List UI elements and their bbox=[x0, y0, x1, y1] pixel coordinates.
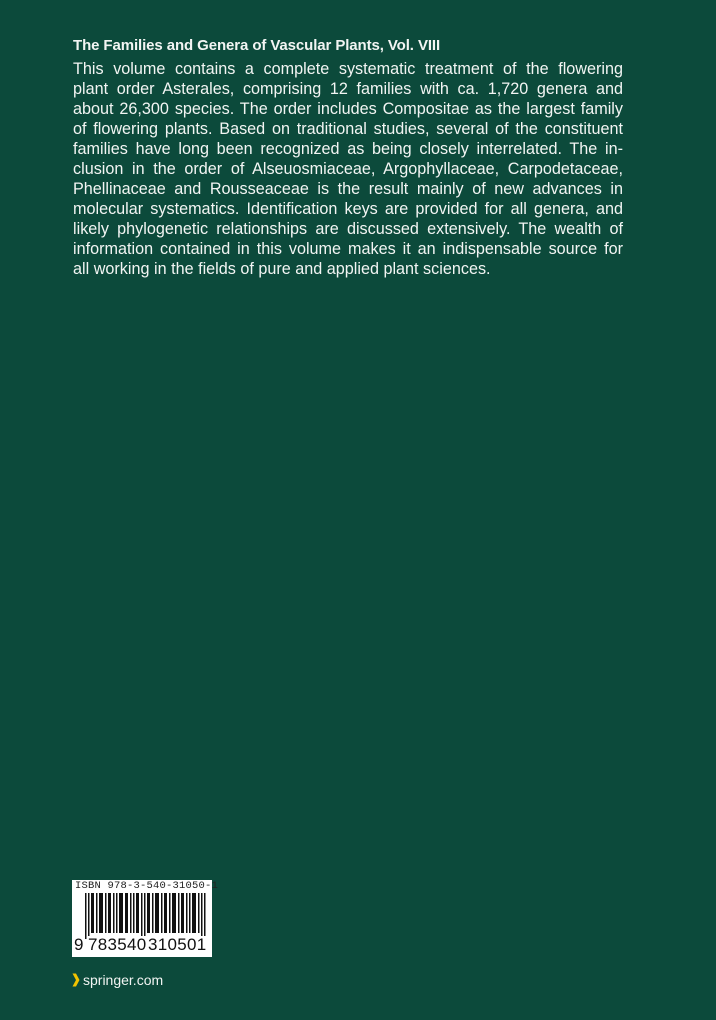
description-line: clusion in the order of Alseuosmiaceae, Argophyllaceae, Carpodetaceae, bbox=[73, 160, 623, 178]
book-description bbox=[73, 59, 623, 279]
description-line: information contained in this volume makes it an indispensable source for bbox=[73, 240, 623, 258]
description-line: molecular systematics. Identification keys are provided for all genera, and bbox=[73, 200, 623, 218]
description-line: likely phylogenetic relationships are discussed extensively. The wealth of bbox=[73, 220, 623, 238]
description-line: about 26,300 species. The order includes Compositae as the largest family bbox=[73, 100, 623, 118]
description-line: all working in the fields of pure and applied plant sciences. bbox=[73, 260, 491, 278]
description-line: Phellinaceae and Rousseaceae is the result mainly of new advances in bbox=[73, 180, 623, 198]
ean-left-group: 783540 bbox=[88, 935, 147, 954]
barcode-icon bbox=[85, 893, 207, 939]
publisher-logo bbox=[72, 972, 163, 988]
description-line: of flowering plants. Based on traditional studies, several of the constituent bbox=[73, 120, 623, 138]
description-line: families have long been recognized as being closely interrelated. The in- bbox=[73, 140, 623, 158]
ean-first-digit: 9 bbox=[74, 935, 84, 954]
publisher-website: springer.com bbox=[83, 972, 164, 988]
chevron-right-icon bbox=[72, 973, 80, 987]
description-line: This volume contains a complete systematic treatment of the flowering bbox=[73, 60, 623, 78]
isbn-label: ISBN 978-3-540-31050-1 bbox=[75, 880, 219, 892]
description-line: plant order Asterales, comprising 12 families with ca. 1,720 genera and bbox=[73, 80, 623, 98]
isbn-barcode bbox=[72, 880, 219, 957]
ean-right-group: 310501 bbox=[148, 935, 207, 954]
book-title: The Families and Genera of Vascular Plants, Vol. VIII bbox=[73, 37, 441, 54]
